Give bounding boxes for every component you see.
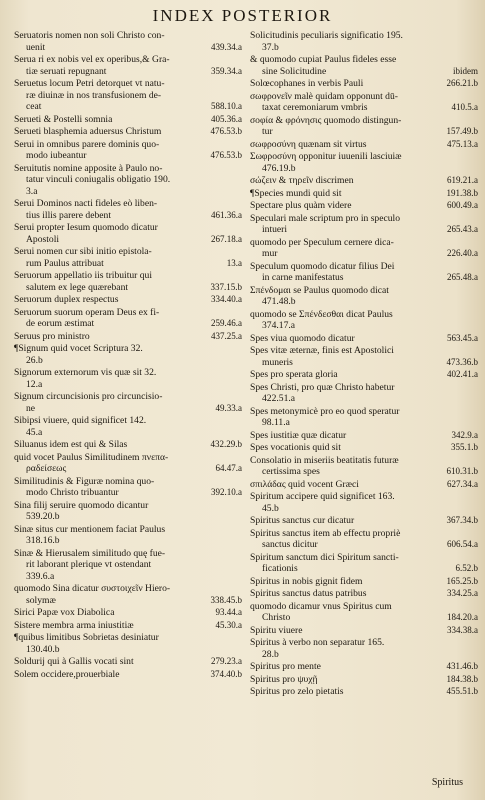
page-reference: 259.46.a [211,318,242,328]
index-entry [250,625,478,637]
index-entry [250,528,478,551]
index-entry [14,620,242,632]
page-reference: 367.34.b [446,515,478,525]
page-reference: 265.43.a [447,224,478,234]
page-header: INDEX POSTERIOR [152,6,333,25]
index-entry [14,415,242,438]
page-reference: 267.18.a [211,233,242,244]
page-reference: 45.30.a [215,619,242,630]
page-reference: 600.49.a [447,200,478,210]
index-entry-text: 334.38.a Spiritu viuere [250,624,478,636]
index-entry-text: 422.51.a [262,393,296,404]
index-entry-text: 342.9.a Spes iustitiæ quæ dicatur [250,429,478,441]
index-entry [250,139,478,151]
index-entry-text: 93.44.a Sirici Papæ vox Diabolica [14,607,242,618]
page-reference: 93.44.a [215,607,242,617]
page-reference: 610.31.b [446,466,478,476]
page-reference: 374.40.b [210,668,242,679]
index-entry-text: & quomodo cupiat Paulus fideles esse [250,54,397,65]
index-entry-text: Spiritum accipere quid significet 163. [250,491,395,502]
index-entry [250,261,478,284]
index-entry-text: 26.b [26,354,43,366]
index-entry-text: 600.49.a Spectare plus quàm videre [250,200,478,211]
index-entry-text: 279.23.a Soldurij qui à Gallis vocati sint [14,656,242,667]
index-entry [250,661,478,673]
index-entry [14,632,242,655]
index-entry-text: Spes vitæ æternæ, finis est Apostolici [250,345,394,356]
index-entry [250,151,478,174]
index-entry-text: 402.41.a Spes pro sperata gloria [250,369,478,380]
index-entry-text: quomodo Sina dicatur συστοιχεῖν Hiero- [14,583,171,594]
index-entry-text: Sinæ & Hierusalem similitudo quę fue- [14,547,166,559]
index-entry-text: quid vocet Paulus Similitudinem πνεπα- [14,451,169,463]
page-reference: 334.25.a [447,588,478,598]
index-entry-text: ræ diuinæ in nos transfusionem de- [26,89,162,101]
index-entry-text: 374.40.b Solem occidere,prouerbiale [14,668,242,680]
index-entry-text: Signum circuncisionis pro circuncisio- [14,391,163,402]
index-entry-text: Sibipsi viuere, quid significet 142. [14,415,147,426]
index-entry-text: rit laborant plerique vt ostendant [26,559,152,570]
index-entry-text: 259.46.a de eorum æstimat [26,318,242,329]
index-entry [250,237,478,260]
index-entry-text: 226.40.a mur [262,248,478,259]
index-entry [250,30,478,53]
index-entry [250,552,478,575]
index-entry-text: Σωφροσύνη opponitur iuuenili lasciuiæ [250,151,402,162]
index-entry [14,476,242,499]
index-entry-text: 461.36.a tius illis parere debent [26,209,242,221]
index-entry-text: 476.53.b modo iubeantur [26,150,242,161]
page-reference: 588.10.a [211,101,242,111]
index-entry [14,126,242,138]
index-entry-text: 473.36.b muneris [262,356,478,368]
index-entry [250,430,478,442]
index-entry [250,515,478,527]
index-entry-text: 191.38.b ¶Species mundi quid sit [250,187,478,199]
index-entry [14,524,242,547]
page-reference: 476.53.b [210,126,242,136]
index-entry [250,213,478,236]
page-reference: 64.47.a [215,463,242,473]
index-entry [250,455,478,478]
catchword: Spiritus [431,777,463,788]
index-entry-text: 6.52.b ficationis [262,563,478,574]
index-entry-text: 475.13.a σωφροσύνη quænam sit virtus [250,138,478,150]
index-entry-text: 374.17.a [262,320,296,331]
index-entry [14,222,242,245]
index-entry-text: 410.5.a taxat ceremoniarum vmbris [262,102,478,113]
index-entry [14,139,242,162]
index-entry [250,686,478,698]
index-entry-text: 405.36.a Serueti & Postelli somnia [14,113,242,125]
index-entry [250,285,478,308]
index-entry [250,175,478,187]
index-entry [14,439,242,451]
page-reference: 191.38.b [446,187,478,198]
index-entry-text: σοφία & φρόνησις quomodo distingun- [250,114,402,126]
index-entry [14,500,242,523]
page-reference: 49.33.a [215,402,242,413]
index-entry-text: 355.1.b Spes vocationis quid sit [250,442,478,453]
index-entry [250,115,478,138]
index-entry [14,669,242,681]
page-reference: 184.20.a [447,612,478,622]
index-entry [14,114,242,126]
page-reference: 266.21.b [446,78,478,88]
index-entry-text: 338.45.b solymæ [26,594,242,606]
index-entry [250,333,478,345]
index-entry-text: 157.49.b tur [262,126,478,137]
index-entry-text: Sinæ situs cur mentionem faciat Paulus [14,523,166,535]
index-entry-text: Seruetus locum Petri detorquet vt natu- [14,78,165,89]
page-reference: 432.29.b [210,439,242,449]
page-reference: 461.36.a [211,209,242,220]
index-entry [250,188,478,200]
index-entry-text: 13.a rum Paulus attribuat [26,257,242,269]
left-column [14,30,242,681]
index-entry-text: 392.10.a modo Christo tribuantur [26,487,242,498]
page-reference: 334.40.a [211,294,242,304]
page-reference: 619.21.a [447,175,478,185]
page-reference: 157.49.b [446,126,478,136]
index-entry-text: 45.b [262,502,279,514]
index-entry-text: 471.48.b [262,296,296,307]
index-entry-text: ¶quibus limitibus Sobrietas desiniatur [14,632,159,643]
index-entry-text: 318.16.b [26,535,60,546]
index-entry-text: 455.51.b Spiritus pro zelo pietatis [250,686,478,697]
index-entry [250,369,478,381]
index-entry-text: 359.34.a tiæ seruati repugnant [26,65,242,77]
index-entry-text: Consolatio in miseriis beatitatis futuræ [250,454,399,466]
index-entry [14,163,242,198]
page-reference: 184.38.b [446,673,478,684]
index-entry-text: 98.11.a [262,417,290,428]
index-entry [14,30,242,53]
page-reference: 6.52.b [455,563,478,573]
index-entry [250,78,478,90]
index-entry-text: quomodo se Σπένδεσθαι dicat Paulus [250,308,393,320]
index-entry-text: Serui propter Iesum quomodo dicatur [14,222,158,233]
index-entry [14,391,242,414]
index-entry [14,607,242,619]
index-entry-text: 339.6.a [26,570,55,582]
index-entry-text: Signorum externorum vis quæ sit 32. [14,367,157,378]
index-entry-text: 37.b [262,41,279,53]
index-entry [14,307,242,330]
index-entry [250,601,478,624]
index-entry-text: Seruatoris nomen non soli Christo con- [14,30,165,41]
index-entry-text: σωφρονεῖν malè quidam opponunt dū- [250,90,398,102]
index-entry-text: Seruorum appellatio iis tribuitur qui [14,270,153,281]
index-entry-text: 588.10.a ceat [26,101,242,112]
index-entry [14,583,242,606]
page-reference: 563.45.a [447,332,478,343]
page-reference: 342.9.a [451,429,478,440]
index-entry-text: 431.46.b Spiritus pro mente [250,661,478,672]
index-entry-text: 619.21.a σώζειν & τηρεῖν discrimen [250,175,478,186]
index-entry [250,200,478,212]
index-entry [250,309,478,332]
index-entry-text: Solicitudinis peculiaris significatio 195. [250,30,403,41]
index-entry-text: 49.33.a ne [26,402,242,414]
page-reference: 439.34.a [211,41,242,52]
index-entry [14,331,242,343]
index-entry-text: Similitudinis & Figuræ nomina quo- [14,475,155,487]
index-entry-text: 265.43.a intueri [262,224,478,235]
page-reference: 402.41.a [447,369,478,379]
index-entry [14,198,242,221]
index-entry-text: quomodo dicamur vnus Spiritus cum [250,600,392,612]
index-entry-text: Seruorum suorum operam Deus ex fi- [14,306,160,318]
index-entry-text: 334.25.a Spiritus sanctus datus patribus [250,588,478,599]
index-entry-text: 476.53.b Serueti blasphemia aduersus Christum [14,126,242,137]
index-entry-text: quomodo per Speculum cernere dica- [250,236,394,248]
index-entry-text: 64.47.a ραδείσεως [26,463,242,474]
index-entry [250,674,478,686]
index-entry [250,382,478,405]
index-entry [14,656,242,668]
index-entry [250,588,478,600]
index-entry-text: 437.25.a Seruus pro ministro [14,330,242,342]
index-entry-text: 45.30.a Sistere membra arma iniustitiæ [14,619,242,631]
index-entry-text: 12.a [26,378,43,390]
index-entry-text: 266.21.b Solœcophanes in verbis Pauli [250,78,478,89]
index-entry-text: Speculum quomodo dicatur filius Dei [250,260,395,272]
index-entry-text: Spiritum sanctum dici Spiritum sancti- [250,551,399,563]
index-entry [250,54,478,77]
index-entry-text: Σπένδομαι se Paulus quomodo dicat [250,284,389,296]
index-entry [250,576,478,588]
index-entry-text: 367.34.b Spiritus sanctus cur dicatur [250,515,478,526]
index-entry-text: 267.18.a Apostoli [26,233,242,245]
index-entry [14,548,242,583]
page-reference: 338.45.b [210,594,242,605]
index-entry [14,54,242,77]
page-reference: 431.46.b [446,661,478,671]
page-reference: 405.36.a [211,113,242,124]
page-reference: ibidem [453,65,478,76]
index-entry-text: 606.54.a sanctus dicitur [262,539,478,550]
index-entry-text: tatur vinculi coniugalis obligatio 190. [26,174,171,185]
index-entry [14,343,242,366]
page-reference: 475.13.a [447,138,478,149]
index-entry [250,91,478,114]
index-entry-text: Spes metonymicè pro eo quod speratur [250,405,400,417]
index-entry-text: ibidem sine Solicitudine [262,65,478,77]
index-entry [250,491,478,514]
page-reference: 279.23.a [211,656,242,666]
index-entry-text: Spiritus à verbo non separatur 165. [250,637,385,648]
page-reference: 455.51.b [446,686,478,696]
index-entry-text: 184.38.b Spiritus pro ψυχῇ [250,673,478,685]
index-entry-text: Serui in omnibus parere dominis quo- [14,138,160,150]
index-entry-text: 3.a [26,185,38,197]
index-entry [14,78,242,113]
page-reference: 392.10.a [211,487,242,497]
page-reference: 334.38.a [447,624,478,635]
index-entry-text: 610.31.b certissima spes [262,466,478,477]
index-entry-text: Serua ri ex nobis vel ex operibus,& Gra- [14,54,170,65]
index-entry [14,367,242,390]
index-entry-text: 28.b [262,648,279,660]
right-column [250,30,478,699]
index-entry-text: 265.48.a in carne manifestatus [262,272,478,283]
index-entry [14,452,242,475]
index-entry-text: Serui Dominos nacti fideles eò liben- [14,198,158,209]
index-entry [14,270,242,293]
index-entry-text: 130.40.b [26,643,60,655]
index-entry-text: Sina filij seruire quomodo dicantur [14,499,149,511]
page-reference: 627.34.a [447,478,478,489]
index-entry [250,406,478,429]
index-entry [14,246,242,269]
page-reference: 13.a [226,257,242,268]
page-reference: 355.1.b [451,442,478,452]
page-reference: 476.53.b [210,150,242,160]
index-entry-text: ¶Signum quid vocet Scriptura 32. [14,343,143,354]
index-entry [14,294,242,306]
page-reference: 165.25.b [446,575,478,586]
index-entry-text: 627.34.a σπιλάδας quid vocent Græci [250,478,478,490]
index-entry-text: 439.34.a uenit [26,41,242,53]
index-entry-text: 563.45.a Spes viua quomodo dicatur [250,332,478,344]
page-reference: 437.25.a [211,330,242,341]
index-entry-text: Serui nomen cur sibi initio epistola- [14,246,152,257]
index-entry-text: 184.20.a Christo [262,612,478,623]
index-entry-text: 476.19.b [262,162,296,174]
index-entry-text: 165.25.b Spiritus in nobis gignit fidem [250,575,478,587]
page-reference: 337.15.b [210,281,242,292]
index-entry-text: 337.15.b salutem ex lege quærebant [26,281,242,293]
index-entry [250,442,478,454]
index-entry [250,637,478,660]
index-entry-text: 432.29.b Siluanus idem est qui & Silas [14,439,242,450]
index-entry [250,479,478,491]
index-entry [250,345,478,368]
page-reference: 606.54.a [447,539,478,549]
page-reference: 473.36.b [446,356,478,367]
index-entry-text: Spes Christi, pro quæ Christo habetur [250,381,395,393]
page-reference: 226.40.a [447,248,478,258]
page-reference: 410.5.a [451,102,478,112]
page-reference: 359.34.a [211,65,242,76]
index-entry-text: 334.40.a Seruorum duplex respectus [14,294,242,305]
index-entry-text: Spiritus sanctus item ab effectu propriè [250,527,401,539]
index-entry-text: 539.20.b [26,511,60,522]
page-reference: 265.48.a [447,272,478,282]
index-entry-text: Speculari male scriptum pro in speculo [250,212,400,224]
index-entry-text: Seruitutis nomine apposite à Paulo no- [14,162,163,174]
index-entry-text: 45.a [26,426,43,438]
